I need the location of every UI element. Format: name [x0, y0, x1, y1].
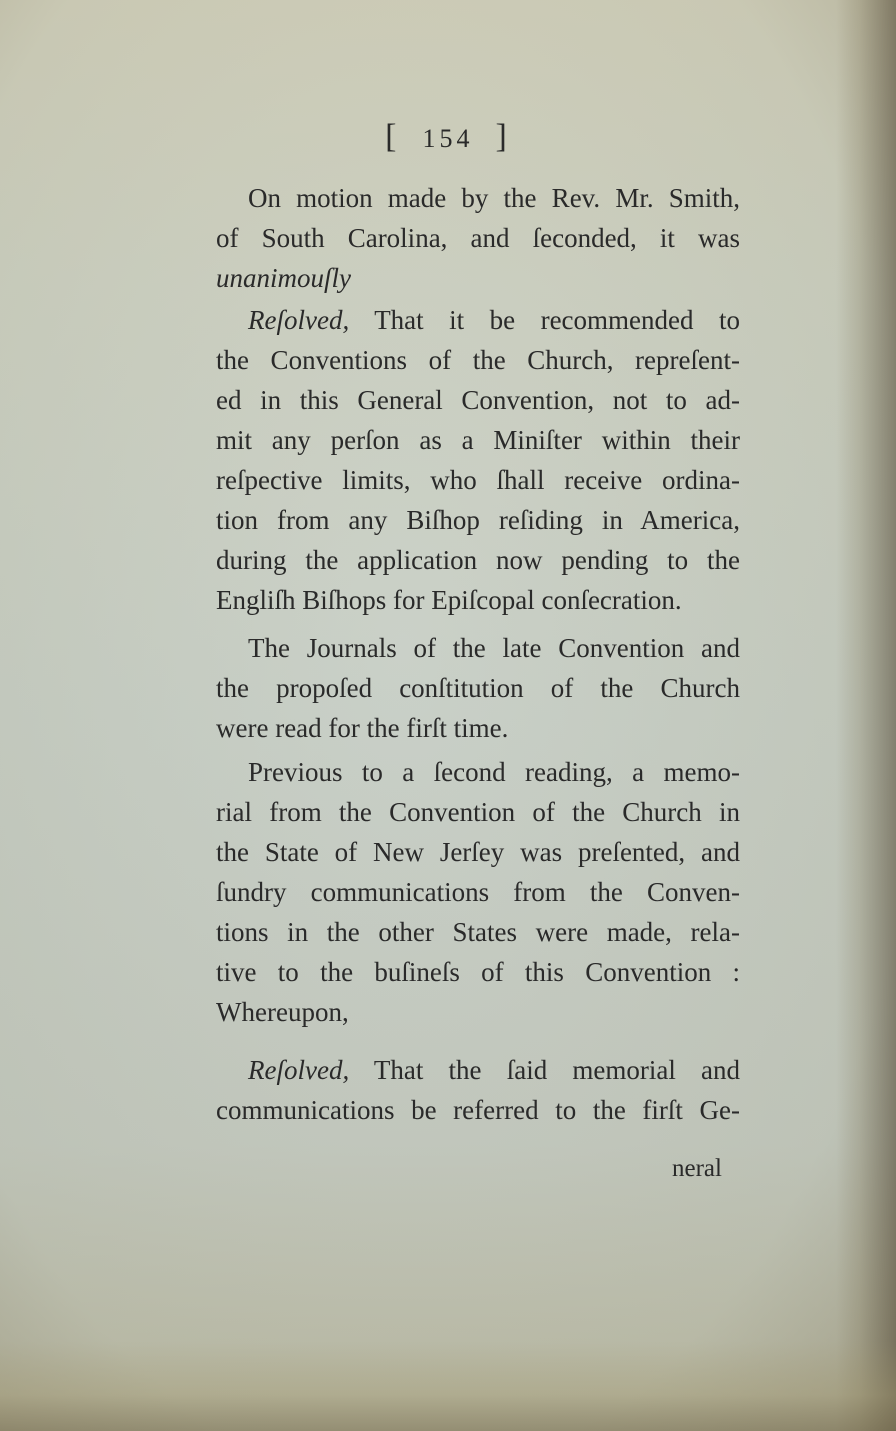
- text-line: tive to the buſineſs of this Convention :: [216, 957, 740, 987]
- text-line: rial from the Convention of the Church in: [216, 797, 740, 827]
- text-line: tions in the other States were made, rela-: [216, 917, 740, 947]
- page-header: [0, 118, 896, 156]
- text-line: the Conventions of the Church, repreſent-: [216, 345, 740, 375]
- text-line: mit any perſon as a Miniſter within their: [216, 425, 740, 455]
- text-line: Reſolved, That the ſaid memorial and: [248, 1055, 740, 1085]
- paragraph-motion: [216, 178, 740, 298]
- resolved-lead: Reſolved,: [248, 1055, 350, 1085]
- resolved-lead: Reſolved,: [248, 305, 350, 335]
- text-line-italic: unanimouſly: [216, 263, 351, 293]
- text-line: Whereupon,: [216, 997, 349, 1027]
- text-line: Engliſh Biſhops for Epiſcopal conſecration.: [216, 585, 682, 615]
- text-line: Reſolved, That it be recommended to: [248, 305, 740, 335]
- text-line: during the application now pending to the: [216, 545, 740, 575]
- page-bottom-stain: [0, 1341, 896, 1431]
- text-line: Previous to a ſecond reading, a memo-: [248, 757, 740, 787]
- text-line: of South Carolina, and ſeconded, it was: [216, 223, 740, 253]
- text-line: the State of New Jerſey was preſented, and: [216, 837, 740, 867]
- paragraph-previous: [216, 752, 740, 1032]
- catchword: neral: [672, 1155, 722, 1182]
- bracket-left: [: [385, 118, 401, 155]
- bracket-right: ]: [495, 118, 511, 155]
- page-edge-shadow: [836, 0, 896, 1431]
- paragraph-journals: [216, 628, 740, 748]
- text-line: tion from any Biſhop reſiding in America,: [216, 505, 740, 535]
- text-line: The Journals of the late Convention and: [248, 633, 740, 663]
- paragraph-resolved-1: [216, 300, 740, 620]
- page-number: 154: [422, 124, 474, 153]
- text-line: ed in this General Convention, not to ad-: [216, 385, 740, 415]
- paragraph-resolved-2: [216, 1050, 740, 1130]
- text-line: the propoſed conſtitution of the Church: [216, 673, 740, 703]
- text-line: ſundry communications from the Conven-: [216, 877, 740, 907]
- text-line: reſpective limits, who ſhall receive ordina-: [216, 465, 740, 495]
- text-line: communications be referred to the firſt Ge-: [216, 1095, 740, 1125]
- text-line: On motion made by the Rev. Mr. Smith,: [248, 183, 740, 213]
- text-line: were read for the firſt time.: [216, 713, 509, 743]
